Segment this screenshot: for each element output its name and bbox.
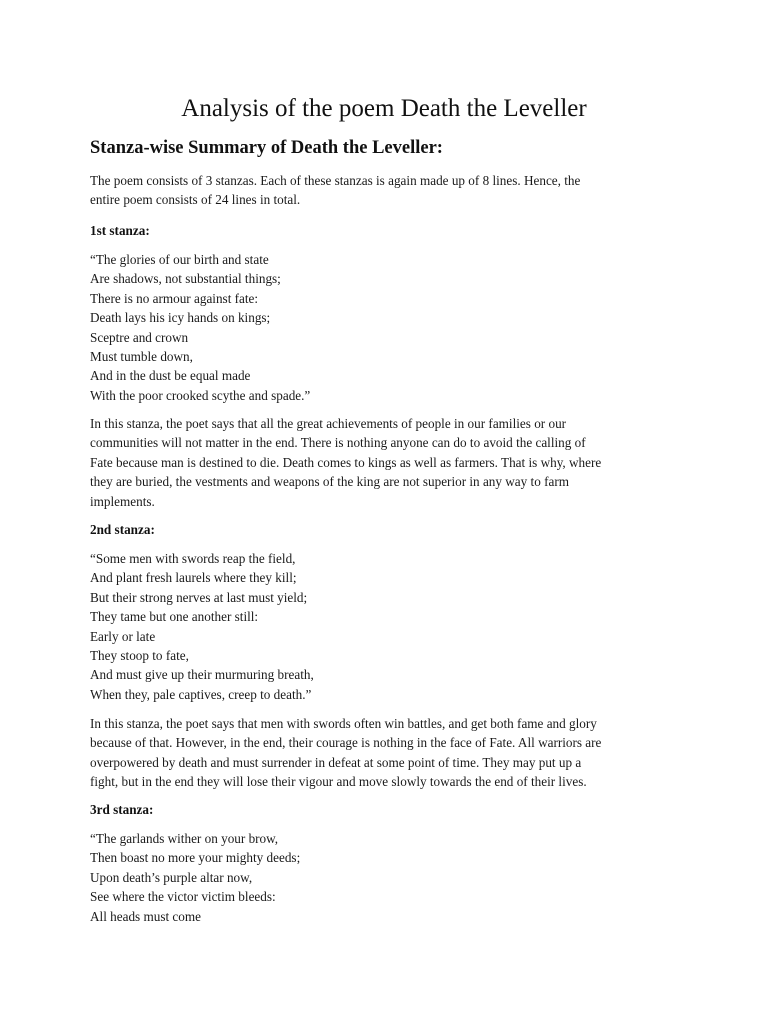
analysis-line: because of that. However, in the end, their courage is nothing in the face of Fate. All warriors are (90, 735, 602, 751)
stanza-1-heading: 1st stanza: (90, 223, 150, 238)
verse-line: There is no armour against fate: (90, 290, 259, 306)
verse-line: Then boast no more your mighty deeds; (90, 850, 301, 866)
verse-line: Upon death’s purple altar now, (90, 869, 253, 885)
document-title: Analysis of the poem Death the Leveller (181, 95, 587, 122)
verse-line: They stoop to fate, (90, 648, 189, 664)
analysis-line: In this stanza, the poet says that men with swords often win battles, and get both fame and glory (90, 716, 597, 731)
verse-line: Are shadows, not substantial things; (90, 271, 281, 287)
verse-line: “The garlands wither on your brow, (90, 831, 279, 846)
stanza-3-verse (90, 829, 690, 926)
verse-line: But their strong nerves at last must yield; (90, 589, 308, 605)
verse-line: With the poor crooked scythe and spade.” (90, 387, 311, 403)
verse-line: Sceptre and crown (90, 329, 189, 345)
verse-line: All heads must come (90, 908, 201, 924)
analysis-line: implements. (90, 493, 155, 509)
verse-line: “Some men with swords reap the field, (90, 551, 296, 566)
section-subtitle: Stanza-wise Summary of Death the Leveller: (90, 138, 443, 158)
stanza-3-heading: 3rd stanza: (90, 802, 154, 817)
stanza-2-verse (90, 549, 690, 704)
stanza-2-analysis (90, 714, 690, 792)
verse-line: And must give up their murmuring breath, (90, 667, 314, 683)
intro-paragraph (90, 171, 690, 210)
verse-line: Must tumble down, (90, 349, 193, 365)
verse-line: And plant fresh laurels where they kill; (90, 570, 297, 586)
analysis-line: Fate because man is destined to die. Death comes to kings as well as farmers. That is why, where (90, 454, 602, 470)
verse-line: Death lays his icy hands on kings; (90, 310, 271, 326)
stanza-2-heading: 2nd stanza: (90, 522, 155, 537)
verse-line: They tame but one another still: (90, 609, 259, 625)
verse-line: “The glories of our birth and state (90, 252, 269, 267)
analysis-line: they are buried, the vestments and weapons of the king are not superior in any way to farm (90, 474, 569, 490)
verse-line: When they, pale captives, creep to death.” (90, 686, 312, 702)
intro-line: entire poem consists of 24 lines in total. (90, 192, 301, 208)
verse-line: And in the dust be equal made (90, 368, 251, 384)
analysis-line: fight, but in the end they will lose their vigour and move slowly towards the end of their lives. (90, 774, 587, 790)
analysis-line: communities will not matter in the end. There is nothing anyone can do to avoid the calling of (90, 435, 586, 451)
verse-line: Early or late (90, 628, 156, 644)
intro-line: The poem consists of 3 stanzas. Each of these stanzas is again made up of 8 lines. Hence, the (90, 173, 581, 188)
analysis-line: overpowered by death and must surrender in defeat at some point of time. They may put up a (90, 754, 582, 770)
stanza-1-analysis (90, 414, 690, 511)
verse-line: See where the victor victim bleeds: (90, 889, 276, 905)
stanza-1-verse (90, 250, 690, 405)
analysis-line: In this stanza, the poet says that all the great achievements of people in our families or our (90, 416, 567, 431)
